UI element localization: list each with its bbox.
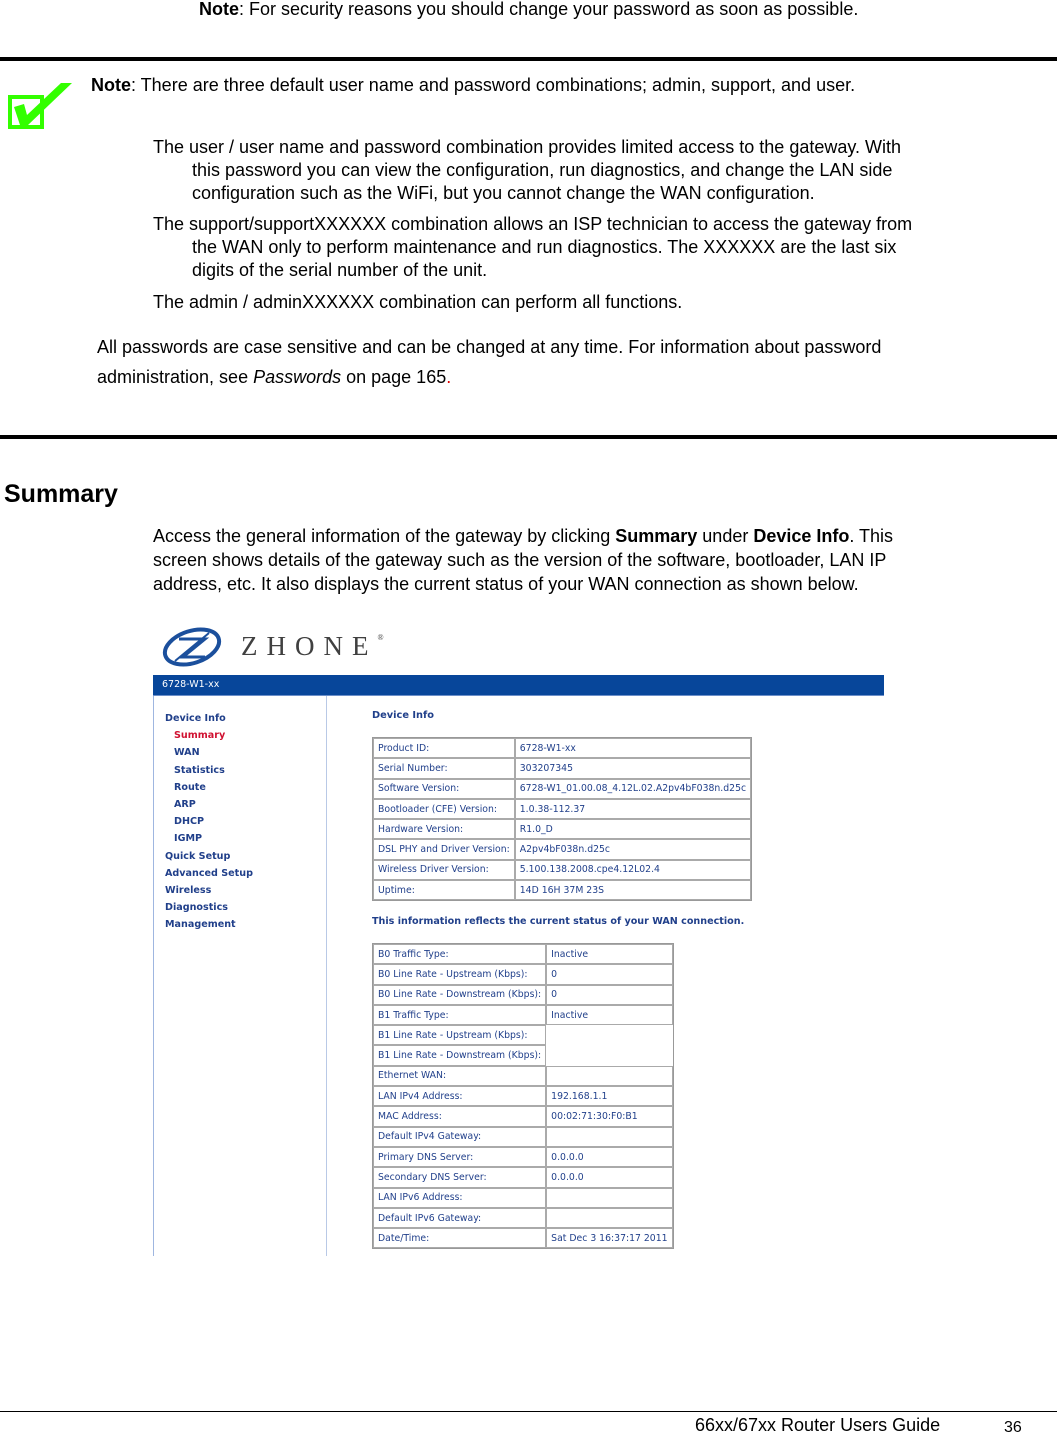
nav-wan[interactable]: WAN — [174, 747, 200, 759]
text-line — [97, 362, 881, 392]
nav-diagnostics[interactable]: Diagnostics — [165, 902, 228, 914]
sidebar-nav — [165, 713, 325, 936]
row-value: 6728-W1_01.00.08_4.12L.02.A2pv4bF038n.d25c — [515, 779, 751, 799]
nav-device-info[interactable]: Device Info — [165, 713, 226, 724]
nav-quick-setup[interactable]: Quick Setup — [165, 850, 231, 862]
default-credentials-note — [91, 74, 855, 97]
text-line: screen shows details of the gateway such as the version of the software, bootloader, LAN IP — [153, 550, 887, 570]
table-row — [373, 779, 751, 799]
all-passwords-paragraph — [97, 332, 881, 392]
row-value: 5.100.138.2008.cpe4.12L02.4 — [515, 860, 751, 880]
section-heading: Summary — [4, 480, 118, 508]
device-info-title: Device Info — [372, 710, 434, 721]
row-value: Inactive — [546, 1005, 672, 1025]
row-value — [546, 1208, 672, 1228]
table-row — [373, 944, 673, 964]
text: Summary — [615, 526, 698, 546]
text: . — [446, 367, 452, 387]
table-row — [373, 1025, 673, 1045]
row-label: Secondary DNS Server: — [373, 1167, 546, 1187]
row-value: Sat Dec 3 16:37:17 2011 — [546, 1228, 672, 1248]
table-row — [373, 799, 751, 819]
row-value — [546, 1025, 672, 1045]
row-value: 303207345 — [515, 758, 751, 778]
device-title-bar — [153, 675, 884, 696]
row-label: Date/Time: — [373, 1228, 546, 1248]
table-row — [373, 880, 751, 900]
zhone-logo — [161, 625, 391, 669]
table-row — [373, 985, 673, 1005]
row-label: B1 Traffic Type: — [373, 1005, 546, 1025]
wan-status-table — [372, 943, 674, 1249]
row-value: 0.0.0.0 — [546, 1147, 672, 1167]
text: under — [697, 526, 754, 546]
row-label: LAN IPv4 Address: — [373, 1086, 546, 1106]
text-line: this password you can view the configuration, run diagnostics, and change the LAN side — [192, 160, 893, 180]
table-row — [373, 819, 751, 839]
text: on page 165 — [341, 367, 447, 387]
text: administration, see — [97, 367, 254, 387]
row-label: Default IPv4 Gateway: — [373, 1127, 546, 1147]
row-value: A2pv4bF038n.d25c — [515, 839, 751, 859]
row-value: 192.168.1.1 — [546, 1086, 672, 1106]
row-label: Ethernet WAN: — [373, 1066, 546, 1086]
row-value — [546, 1127, 672, 1147]
nav-arp[interactable]: ARP — [174, 798, 196, 810]
row-label: Serial Number: — [373, 758, 515, 778]
nav-summary[interactable]: Summary — [174, 730, 226, 742]
admin-combination-paragraph — [153, 291, 1043, 314]
table-row — [373, 1167, 673, 1187]
row-label: Software Version: — [373, 779, 515, 799]
table-row — [373, 1086, 673, 1106]
text: Device Info — [753, 526, 850, 546]
table-row — [373, 1106, 673, 1126]
text: . This — [849, 526, 894, 546]
row-label: B0 Line Rate - Downstream (Kbps): — [373, 985, 546, 1005]
page-number: 36 — [1004, 1419, 1022, 1433]
nav-route[interactable]: Route — [174, 781, 206, 793]
table-row — [373, 839, 751, 859]
user-combination-paragraph — [153, 136, 1043, 205]
footer-rule — [0, 1411, 1057, 1412]
checkmark-box-icon — [6, 77, 74, 131]
text: Access the general information of the gateway by clicking — [153, 526, 616, 546]
row-label: Wireless Driver Version: — [373, 860, 515, 880]
text-line: The user / user name and password combination provides limited access to the gateway. With — [153, 137, 902, 157]
row-label: LAN IPv6 Address: — [373, 1188, 546, 1208]
text-line: the WAN only to perform maintenance and run diagnostics. The XXXXXX are the last six — [192, 237, 897, 257]
row-label: MAC Address: — [373, 1106, 546, 1126]
row-label: DSL PHY and Driver Version: — [373, 839, 515, 859]
row-value: 0.0.0.0 — [546, 1167, 672, 1187]
row-value: 00:02:71:30:F0:B1 — [546, 1106, 672, 1126]
frame-border — [153, 696, 154, 1256]
row-value: 0 — [546, 964, 672, 984]
row-label: B0 Traffic Type: — [373, 944, 546, 964]
text-line: The support/supportXXXXXX combination allows an ISP technician to access the gateway from — [153, 214, 913, 234]
note-text: : For security reasons you should change your password as soon as possible. — [239, 0, 859, 19]
row-value: 0 — [546, 985, 672, 1005]
table-row — [373, 964, 673, 984]
table-row — [373, 1208, 673, 1228]
row-label: B0 Line Rate - Upstream (Kbps): — [373, 964, 546, 984]
table-row — [373, 1127, 673, 1147]
divider-rule — [0, 57, 1057, 61]
row-value: R1.0_D — [515, 819, 751, 839]
security-note — [199, 0, 858, 21]
note-label: Note — [199, 0, 239, 19]
text-line: digits of the serial number of the unit. — [192, 260, 488, 280]
nav-dhcp[interactable]: DHCP — [174, 816, 205, 828]
router-ui-screenshot — [153, 618, 885, 1258]
row-label: Bootloader (CFE) Version: — [373, 799, 515, 819]
logo-text: ZHONE® — [241, 631, 384, 661]
row-label: B1 Line Rate - Downstream (Kbps): — [373, 1045, 546, 1065]
text-line: The admin / adminXXXXXX combination can perform all functions. — [153, 292, 683, 312]
text-line — [153, 524, 893, 548]
text-line: configuration such as the WiFi, but you cannot change the WAN configuration. — [192, 183, 815, 203]
row-value: Inactive — [546, 944, 672, 964]
row-value — [546, 1045, 672, 1065]
table-row — [373, 758, 751, 778]
wan-status-note: This information reflects the current status of your WAN connection. — [372, 916, 745, 927]
passwords-link[interactable]: Passwords — [253, 367, 342, 387]
row-label: Primary DNS Server: — [373, 1147, 546, 1167]
sidebar-divider — [326, 696, 327, 1256]
row-value: 6728-W1-xx — [515, 738, 751, 758]
row-value — [546, 1188, 672, 1208]
row-label: Uptime: — [373, 880, 515, 900]
table-row — [373, 1147, 673, 1167]
divider-rule — [0, 435, 1057, 439]
table-row — [373, 1188, 673, 1208]
zhone-swoosh-icon — [161, 627, 223, 667]
table-row — [373, 738, 751, 758]
footer-title: 66xx/67xx Router Users Guide — [695, 1415, 941, 1433]
table-row — [373, 1045, 673, 1065]
row-value: 14D 16H 37M 23S — [515, 880, 751, 900]
row-label: Default IPv6 Gateway: — [373, 1208, 546, 1228]
summary-paragraph — [153, 524, 893, 596]
nav-advanced-setup[interactable]: Advanced Setup — [165, 867, 253, 879]
nav-management[interactable]: Management — [165, 919, 236, 931]
row-value — [546, 1066, 672, 1086]
row-label: Product ID: — [373, 738, 515, 758]
row-value: 1.0.38-112.37 — [515, 799, 751, 819]
nav-wireless[interactable]: Wireless — [165, 884, 212, 896]
table-row — [373, 1005, 673, 1025]
support-combination-paragraph — [153, 213, 1043, 282]
table-row — [373, 1066, 673, 1086]
device-model: 6728-W1-xx — [162, 679, 220, 690]
device-info-table — [372, 737, 752, 901]
nav-igmp[interactable]: IGMP — [174, 833, 203, 845]
note-text: : There are three default user name and password combinations; admin, support, and user. — [131, 75, 856, 95]
row-label: Hardware Version: — [373, 819, 515, 839]
text-line: address, etc. It also displays the current status of your WAN connection as shown below. — [153, 574, 859, 594]
table-row — [373, 1228, 673, 1248]
note-label: Note — [91, 75, 131, 95]
row-label: B1 Line Rate - Upstream (Kbps): — [373, 1025, 546, 1045]
nav-statistics[interactable]: Statistics — [174, 764, 225, 776]
table-row — [373, 860, 751, 880]
text-line: All passwords are case sensitive and can be changed at any time. For information about password — [97, 337, 882, 357]
